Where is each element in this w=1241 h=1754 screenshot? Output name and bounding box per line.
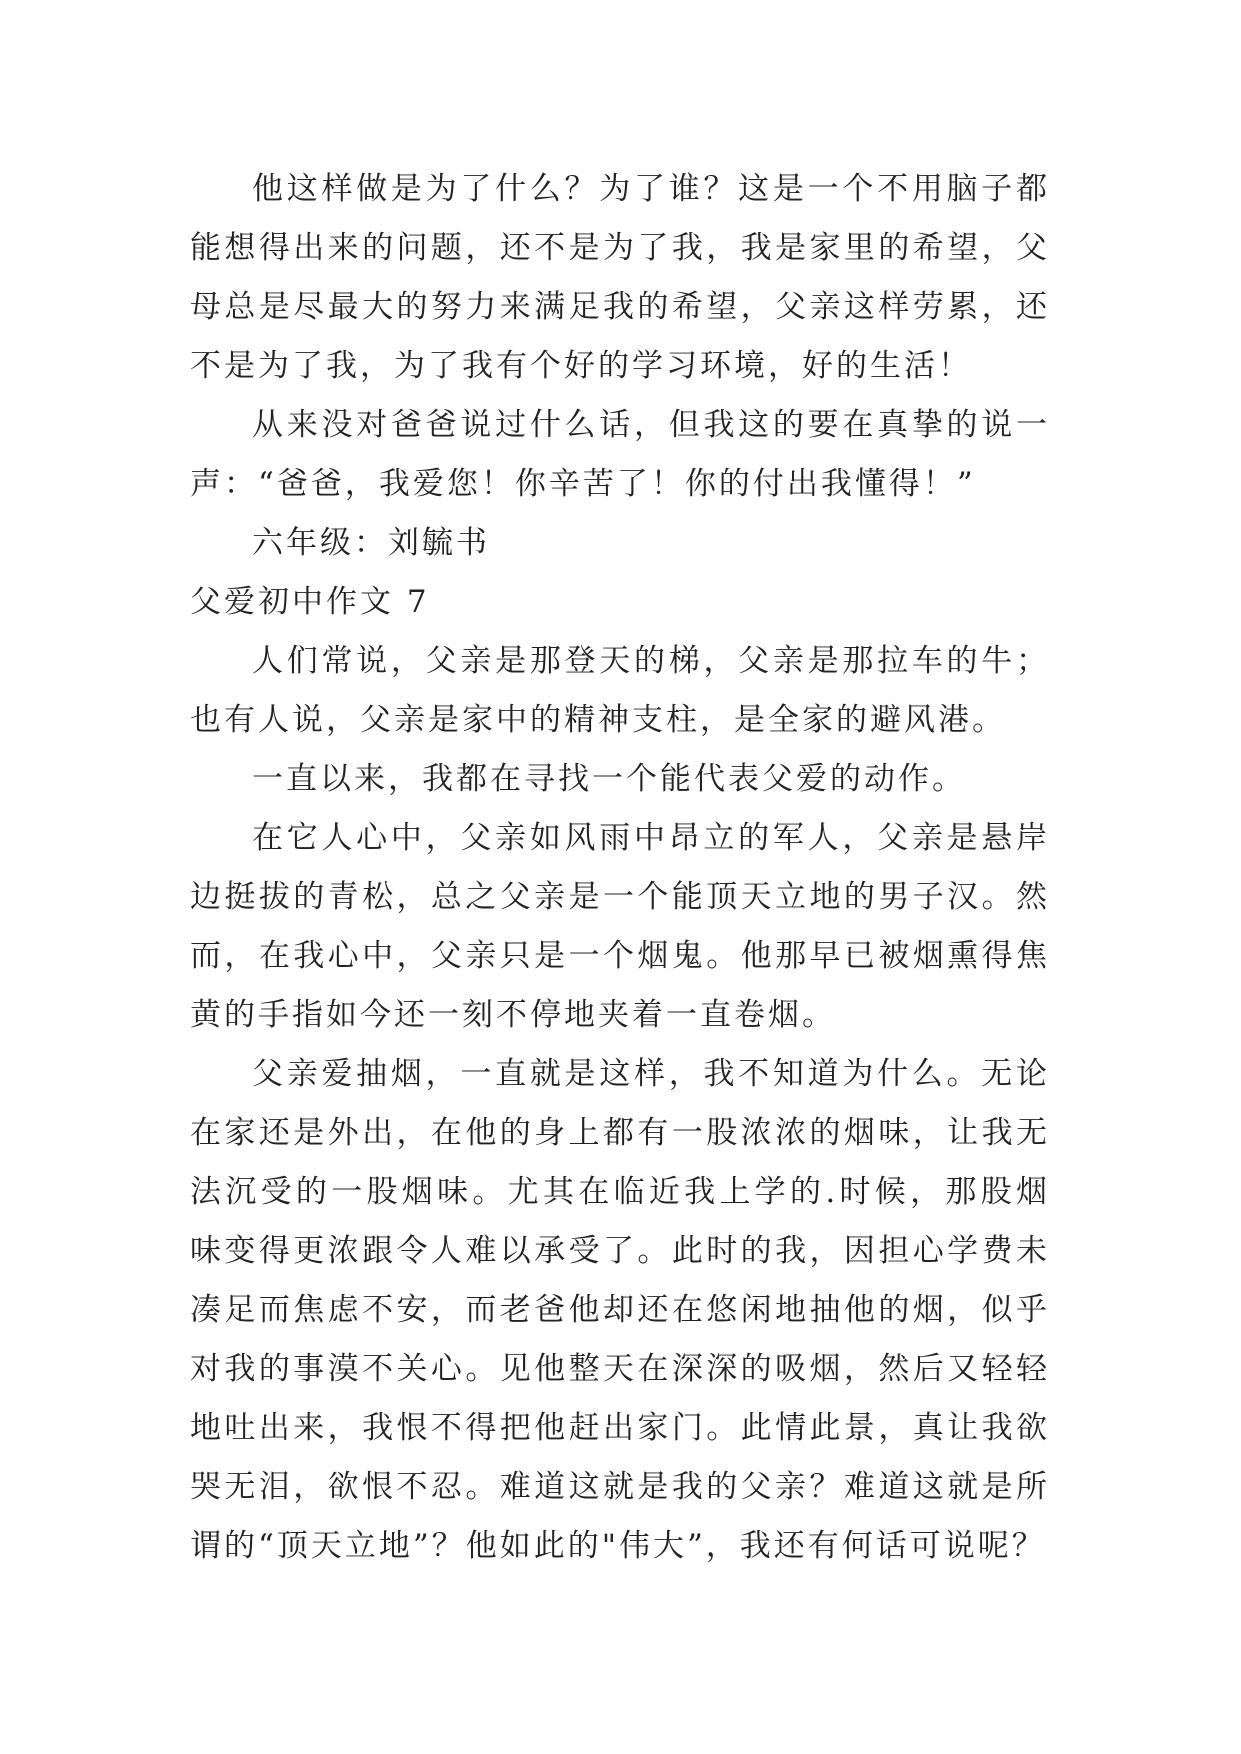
essay-heading: 父爱初中作文 7 bbox=[190, 584, 430, 620]
paragraph-people-say: 人们常说，父亲是那登天的梯，父亲是那拉车的牛；也有人说，父亲是家中的精神支柱，是全家的避风港。 bbox=[190, 643, 1050, 738]
document-body bbox=[190, 160, 1050, 1576]
paragraph-message-to-father: 从来没对爸爸说过什么话，但我这的要在真挚的说一声：“爸爸，我爱您！你辛苦了！你的付出我懂得！” bbox=[190, 407, 1050, 502]
paragraph-why-father-works: 他这样做是为了什么？为了谁？这是一个不用脑子都能想得出来的问题，还不是为了我，我是家里的希望，父母总是尽最大的努力来满足我的希望，父亲这样劳累，还不是为了我，为了我有个好的学习环境，好的生活！ bbox=[190, 171, 1050, 384]
paragraph-father-smoking: 父亲爱抽烟，一直就是这样，我不知道为什么。无论在家还是外出，在他的身上都有一股浓浓的烟味，让我无法沉受的一股烟味。尤其在临近我上学的.时候，那股烟味变得更浓跟令人难以承受了。此时的我，因担心学费未凑足而焦虑不安，而老爸他却还在悠闲地抽他的烟，似乎对我的事漠不关心。见他整天在深深的吸烟，然后又轻轻地吐出来，我恨不得把他赶出家门。此情此景，真让我欲哭无泪，欲恨不忍。难道这就是我的父亲？难道这就是所谓的“顶天立地”？他如此的"伟大”，我还有何话可说呢？ bbox=[190, 1056, 1050, 1564]
paragraph-searching-action: 一直以来，我都在寻找一个能代表父爱的动作。 bbox=[252, 761, 966, 797]
author-signature: 六年级：刘毓书 bbox=[252, 525, 490, 561]
paragraph-father-smoker: 在它人心中，父亲如风雨中昂立的军人，父亲是悬岸边挺拔的青松，总之父亲是一个能顶天立地的男子汉。然而，在我心中，父亲只是一个烟鬼。他那早已被烟熏得焦黄的手指如今还一刻不停地夹着一直卷烟。 bbox=[190, 820, 1050, 1033]
